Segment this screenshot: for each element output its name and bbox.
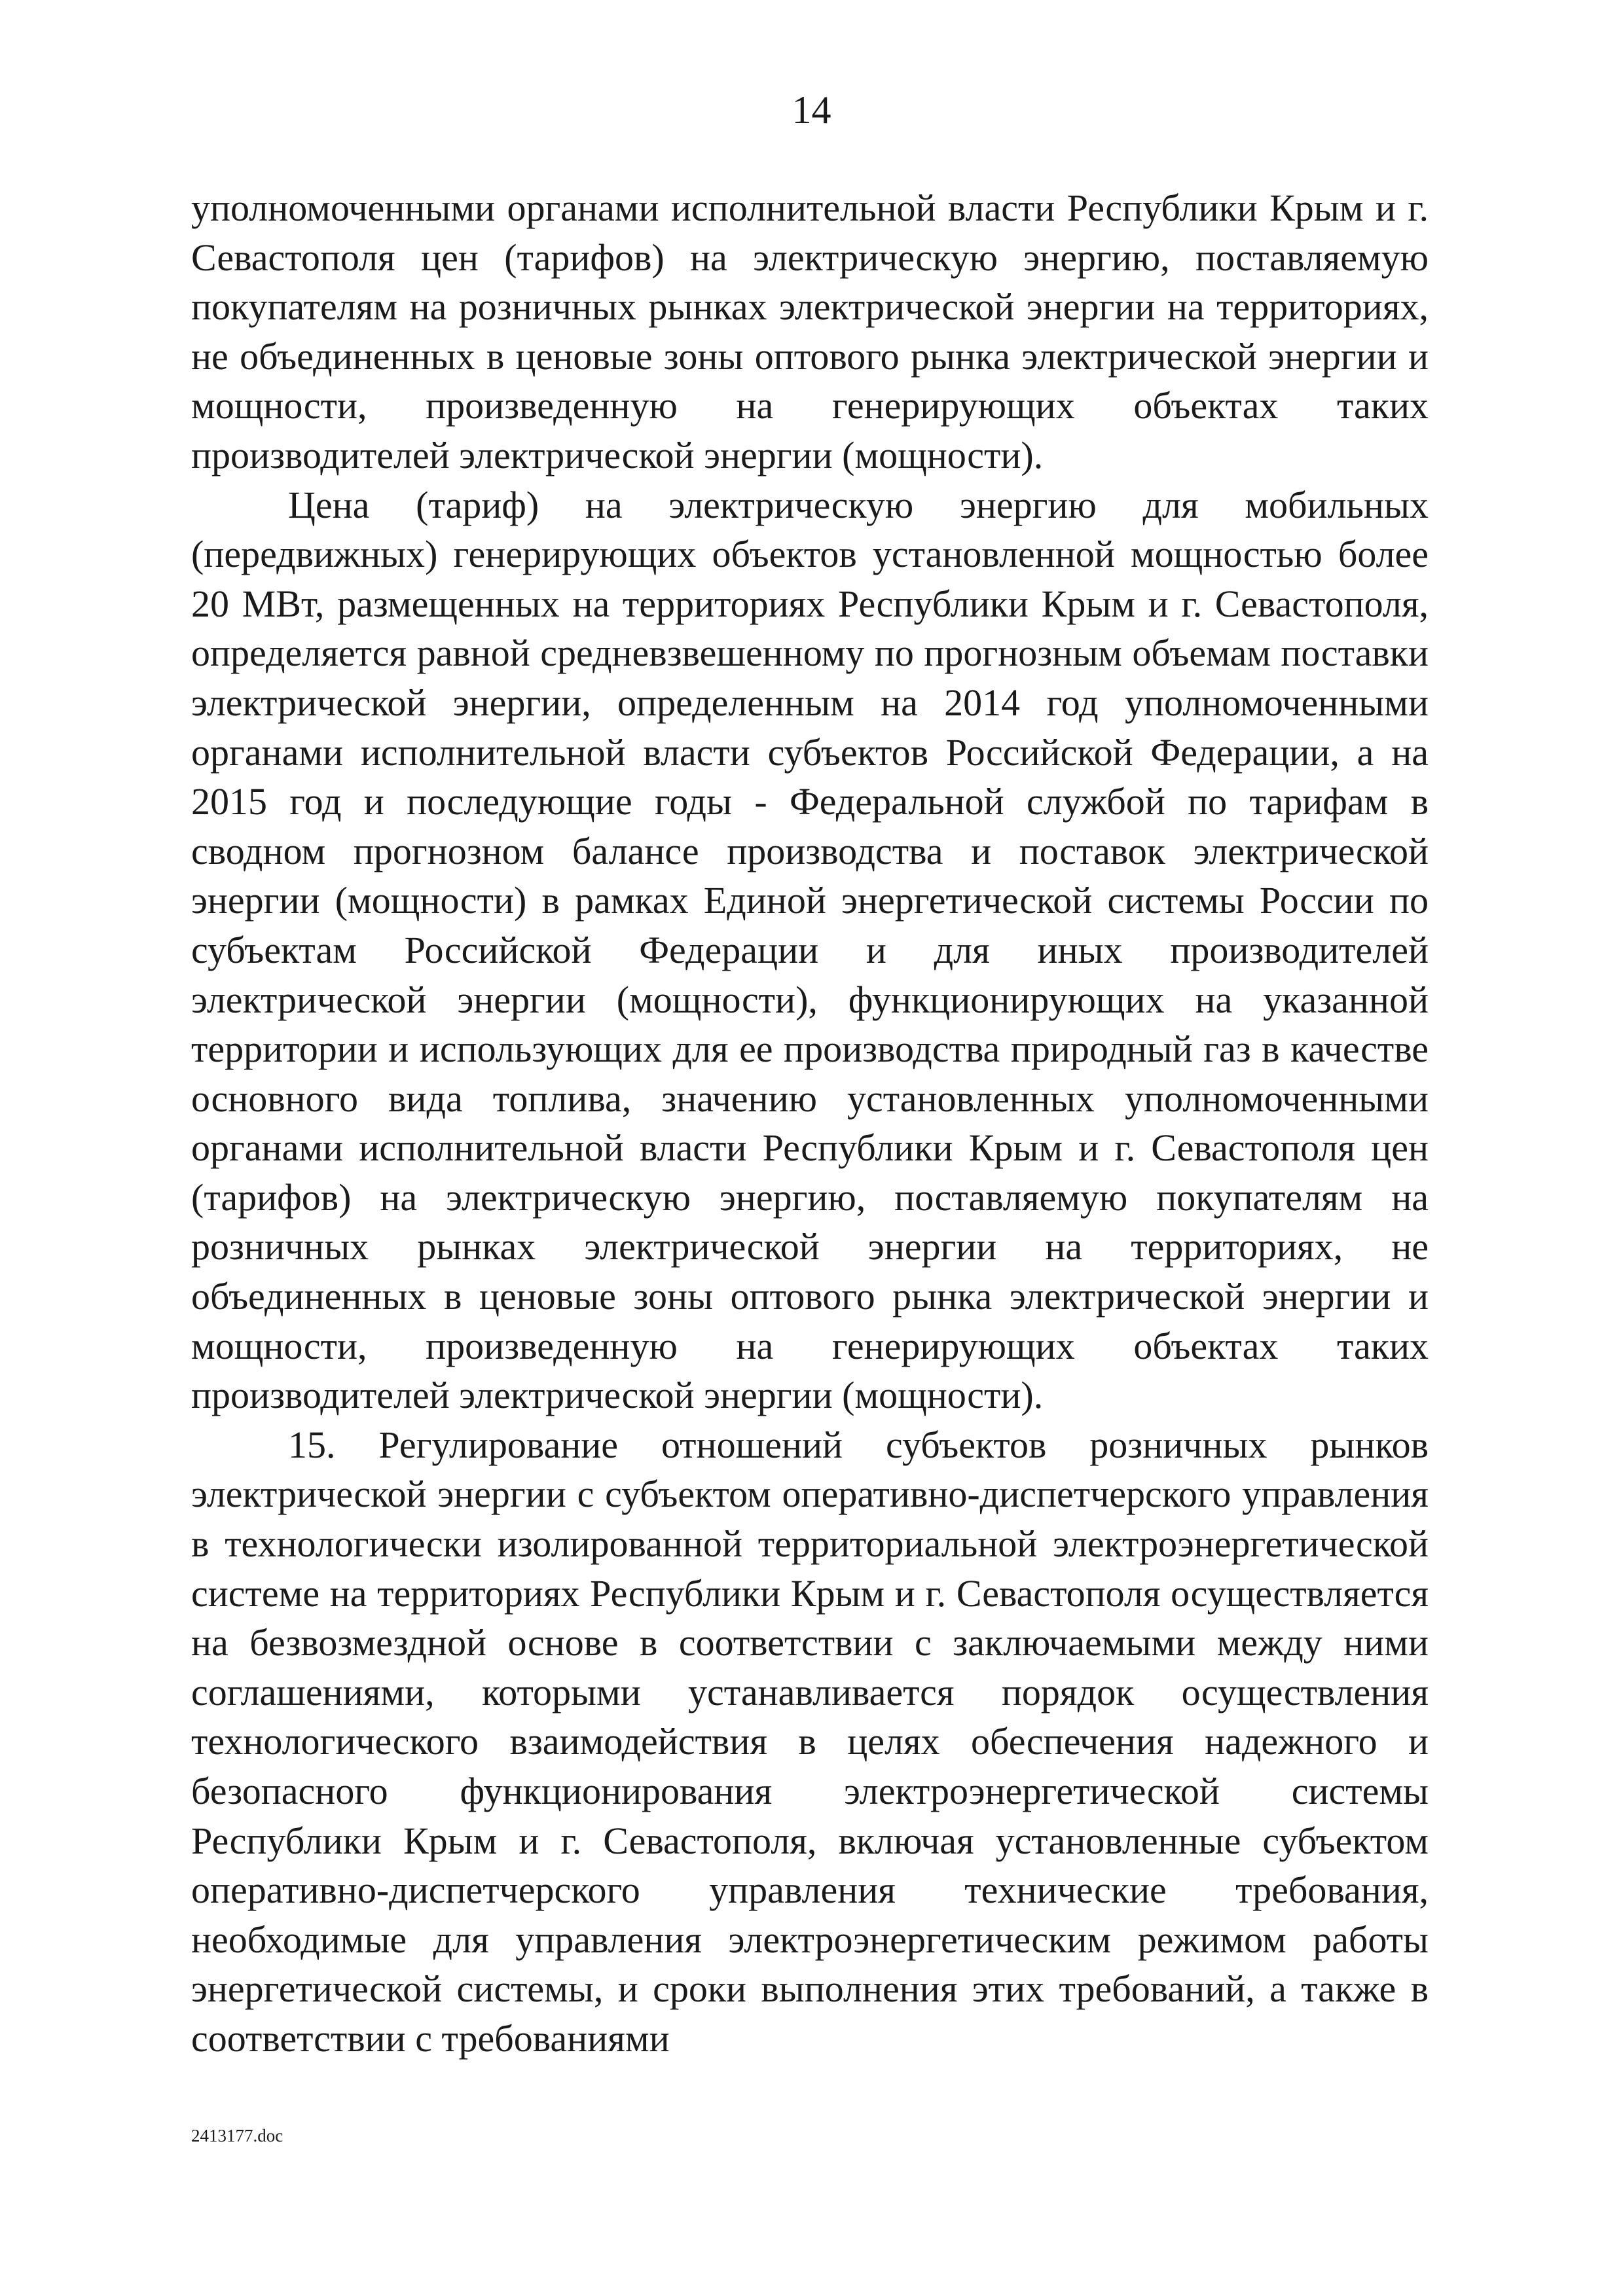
page-number: 14: [792, 88, 831, 132]
document-body: [191, 183, 1429, 2064]
paragraph-continuation: уполномоченными органами исполнительной власти Республики Крым и г. Севастополя цен (тарифов) на электрическую энергию, поставляемую покупателям на розничных рынках электрической энергии на территориях, не объединенных в ценовые зоны оптового рынка электрической энергии и мощности, произведенную на генерирующих объектах таких производителей электрической энергии (мощности).: [191, 187, 1429, 476]
paragraph-item-15: 15. Регулирование отношений субъектов розничных рынков электрической энергии с субъектом оперативно-диспетчерского управления в технологически изолированной территориальной электроэнергетической системе на территориях Республики Крым и г. Севастополя осуществляется на безвозмездной основе в соответствии с заключаемыми между ними соглашениями, которыми устанавливается порядок осуществления технологического взаимодействия в целях обеспечения надежного и безопасного функционирования электроэнергетической системы Республики Крым и г. Севастополя, включая установленные субъектом оперативно-диспетчерского управления технические требования, необходимые для управления электроэнергетическим режимом работы энергетической системы, и сроки выполнения этих требований, а также в соответствии с требованиями: [191, 1423, 1429, 2060]
paragraph-mobile-generation-tariff: Цена (тариф) на электрическую энергию для мобильных (передвижных) генерирующих объектов установленной мощностью более 20 МВт, размещенных на территориях Республики Крым и г. Севастополя, определяется равной средневзвешенному по прогнозным объемам поставки электрической энергии, определенным на 2014 год уполномоченными органами исполнительной власти субъектов Российской Федерации, а на 2015 год и последующие годы - Федеральной службой по тарифам в сводном прогнозном балансе производства и поставок электрической энергии (мощности) в рамках Единой энергетической системы России по субъектам Российской Федерации и для иных производителей электрической энергии (мощности), функционирующих на указанной территории и использующих для ее производства природный газ в качестве основного вида топлива, значению установленных уполномоченными органами исполнительной власти Республики Крым и г. Севастополя цен (тарифов) на электрическую энергию, поставляемую покупателям на розничных рынках электрической энергии на территориях, не объединенных в ценовые зоны оптового рынка электрической энергии и мощности, произведенную на генерирующих объектах таких производителей электрической энергии (мощности).: [191, 483, 1429, 1417]
footer-file-name: 2413177.doc: [191, 2126, 283, 2145]
